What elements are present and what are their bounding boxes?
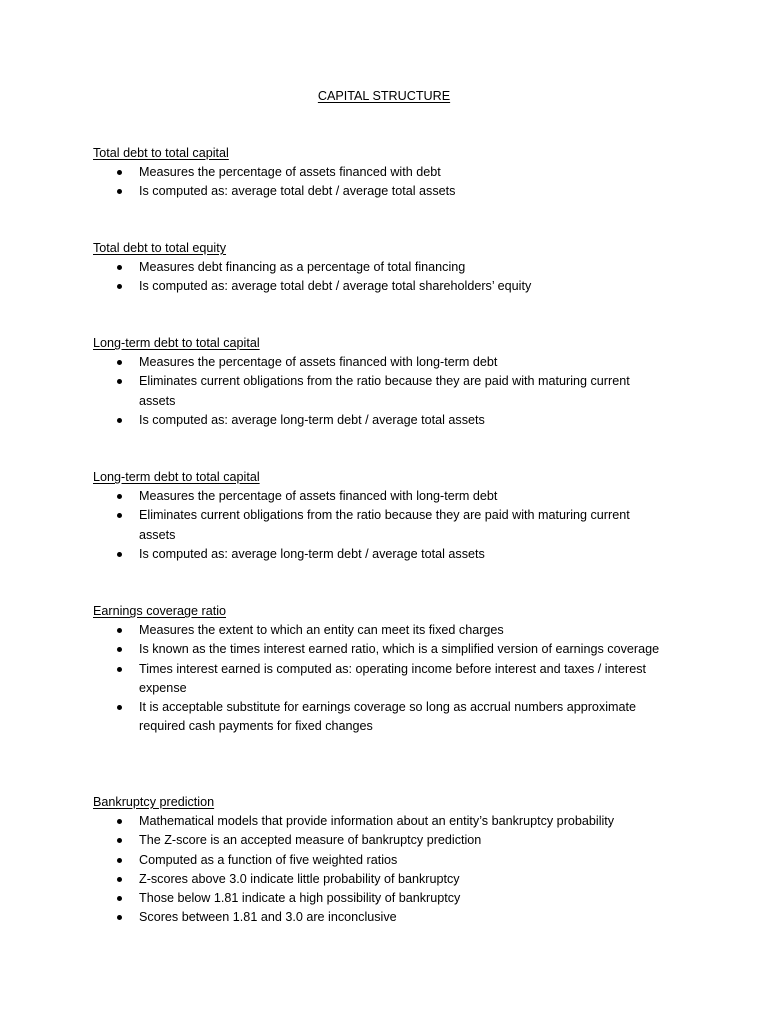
bullet-list <box>93 353 693 430</box>
bullet-text: Is computed as: average total debt / average total assets <box>139 184 456 199</box>
section-heading: Long-term debt to total capital <box>93 470 260 484</box>
list-item <box>93 698 693 736</box>
bullet-text: The Z-score is an accepted measure of bankruptcy prediction <box>139 833 482 848</box>
section-heading: Earnings coverage ratio <box>93 604 227 618</box>
list-item <box>93 640 693 659</box>
section-long-term-debt-to-total-capital-repeat <box>93 468 693 564</box>
bullet-text: Mathematical models that provide information about an entity’s bankruptcy probability <box>139 814 615 829</box>
list-item <box>93 621 693 640</box>
bullet-list <box>93 812 693 927</box>
bullet-list <box>93 621 693 736</box>
list-item <box>93 258 693 277</box>
bullet-text: Measures the extent to which an entity can meet its fixed charges <box>139 623 504 638</box>
section-heading: Long-term debt to total capital <box>93 336 260 350</box>
document-title: CAPITAL STRUCTURE <box>317 89 451 103</box>
list-item <box>93 372 693 410</box>
list-item <box>93 908 693 927</box>
section-bankruptcy-prediction <box>93 793 693 927</box>
list-item <box>93 831 693 850</box>
list-item <box>93 487 693 506</box>
list-item <box>93 545 693 564</box>
bullet-text: Measures the percentage of assets financed with debt <box>139 165 441 180</box>
bullet-text: Measures debt financing as a percentage of total financing <box>139 260 466 275</box>
bullet-text: Those below 1.81 indicate a high possibility of bankruptcy <box>139 891 461 906</box>
bullet-text: It is acceptable substitute for earnings coverage so long as accrual numbers approximate required cash payments for fixed changes <box>139 700 637 734</box>
list-item <box>93 353 693 372</box>
section-heading: Bankruptcy prediction <box>93 795 215 809</box>
bullet-list <box>93 487 693 564</box>
bullet-text: Is computed as: average total debt / average total shareholders’ equity <box>139 279 532 294</box>
list-item <box>93 277 693 296</box>
bullet-list <box>93 163 693 201</box>
section-earnings-coverage-ratio <box>93 602 693 736</box>
list-item <box>93 812 693 831</box>
section-long-term-debt-to-total-capital <box>93 334 693 430</box>
bullet-text: Measures the percentage of assets financed with long-term debt <box>139 355 498 370</box>
list-item <box>93 411 693 430</box>
bullet-text: Computed as a function of five weighted ratios <box>139 852 398 867</box>
list-item <box>93 506 693 544</box>
bullet-text: Measures the percentage of assets financed with long-term debt <box>139 489 498 504</box>
bullet-text: Is computed as: average long-term debt / average total assets <box>139 412 485 427</box>
section-heading: Total debt to total capital <box>93 146 229 160</box>
bullet-text: Z-scores above 3.0 indicate little probability of bankruptcy <box>139 871 460 886</box>
list-item <box>93 163 693 182</box>
list-item <box>93 870 693 889</box>
list-item <box>93 851 693 870</box>
section-total-debt-to-total-equity <box>93 239 693 297</box>
list-item <box>93 660 693 698</box>
section-heading: Total debt to total equity <box>93 241 227 255</box>
list-item <box>93 889 693 908</box>
bullet-text: Eliminates current obligations from the ratio because they are paid with maturing current assets <box>139 508 630 542</box>
section-total-debt-to-total-capital <box>93 144 693 202</box>
bullet-text: Scores between 1.81 and 3.0 are inconclusive <box>139 910 397 925</box>
bullet-text: Is computed as: average long-term debt / average total assets <box>139 546 485 561</box>
bullet-text: Times interest earned is computed as: operating income before interest and taxes / interest expense <box>139 661 647 695</box>
list-item <box>93 182 693 201</box>
bullet-text: Is known as the times interest earned ratio, which is a simplified version of earnings coverage <box>139 642 660 657</box>
bullet-list <box>93 258 693 296</box>
bullet-text: Eliminates current obligations from the ratio because they are paid with maturing current assets <box>139 374 630 408</box>
